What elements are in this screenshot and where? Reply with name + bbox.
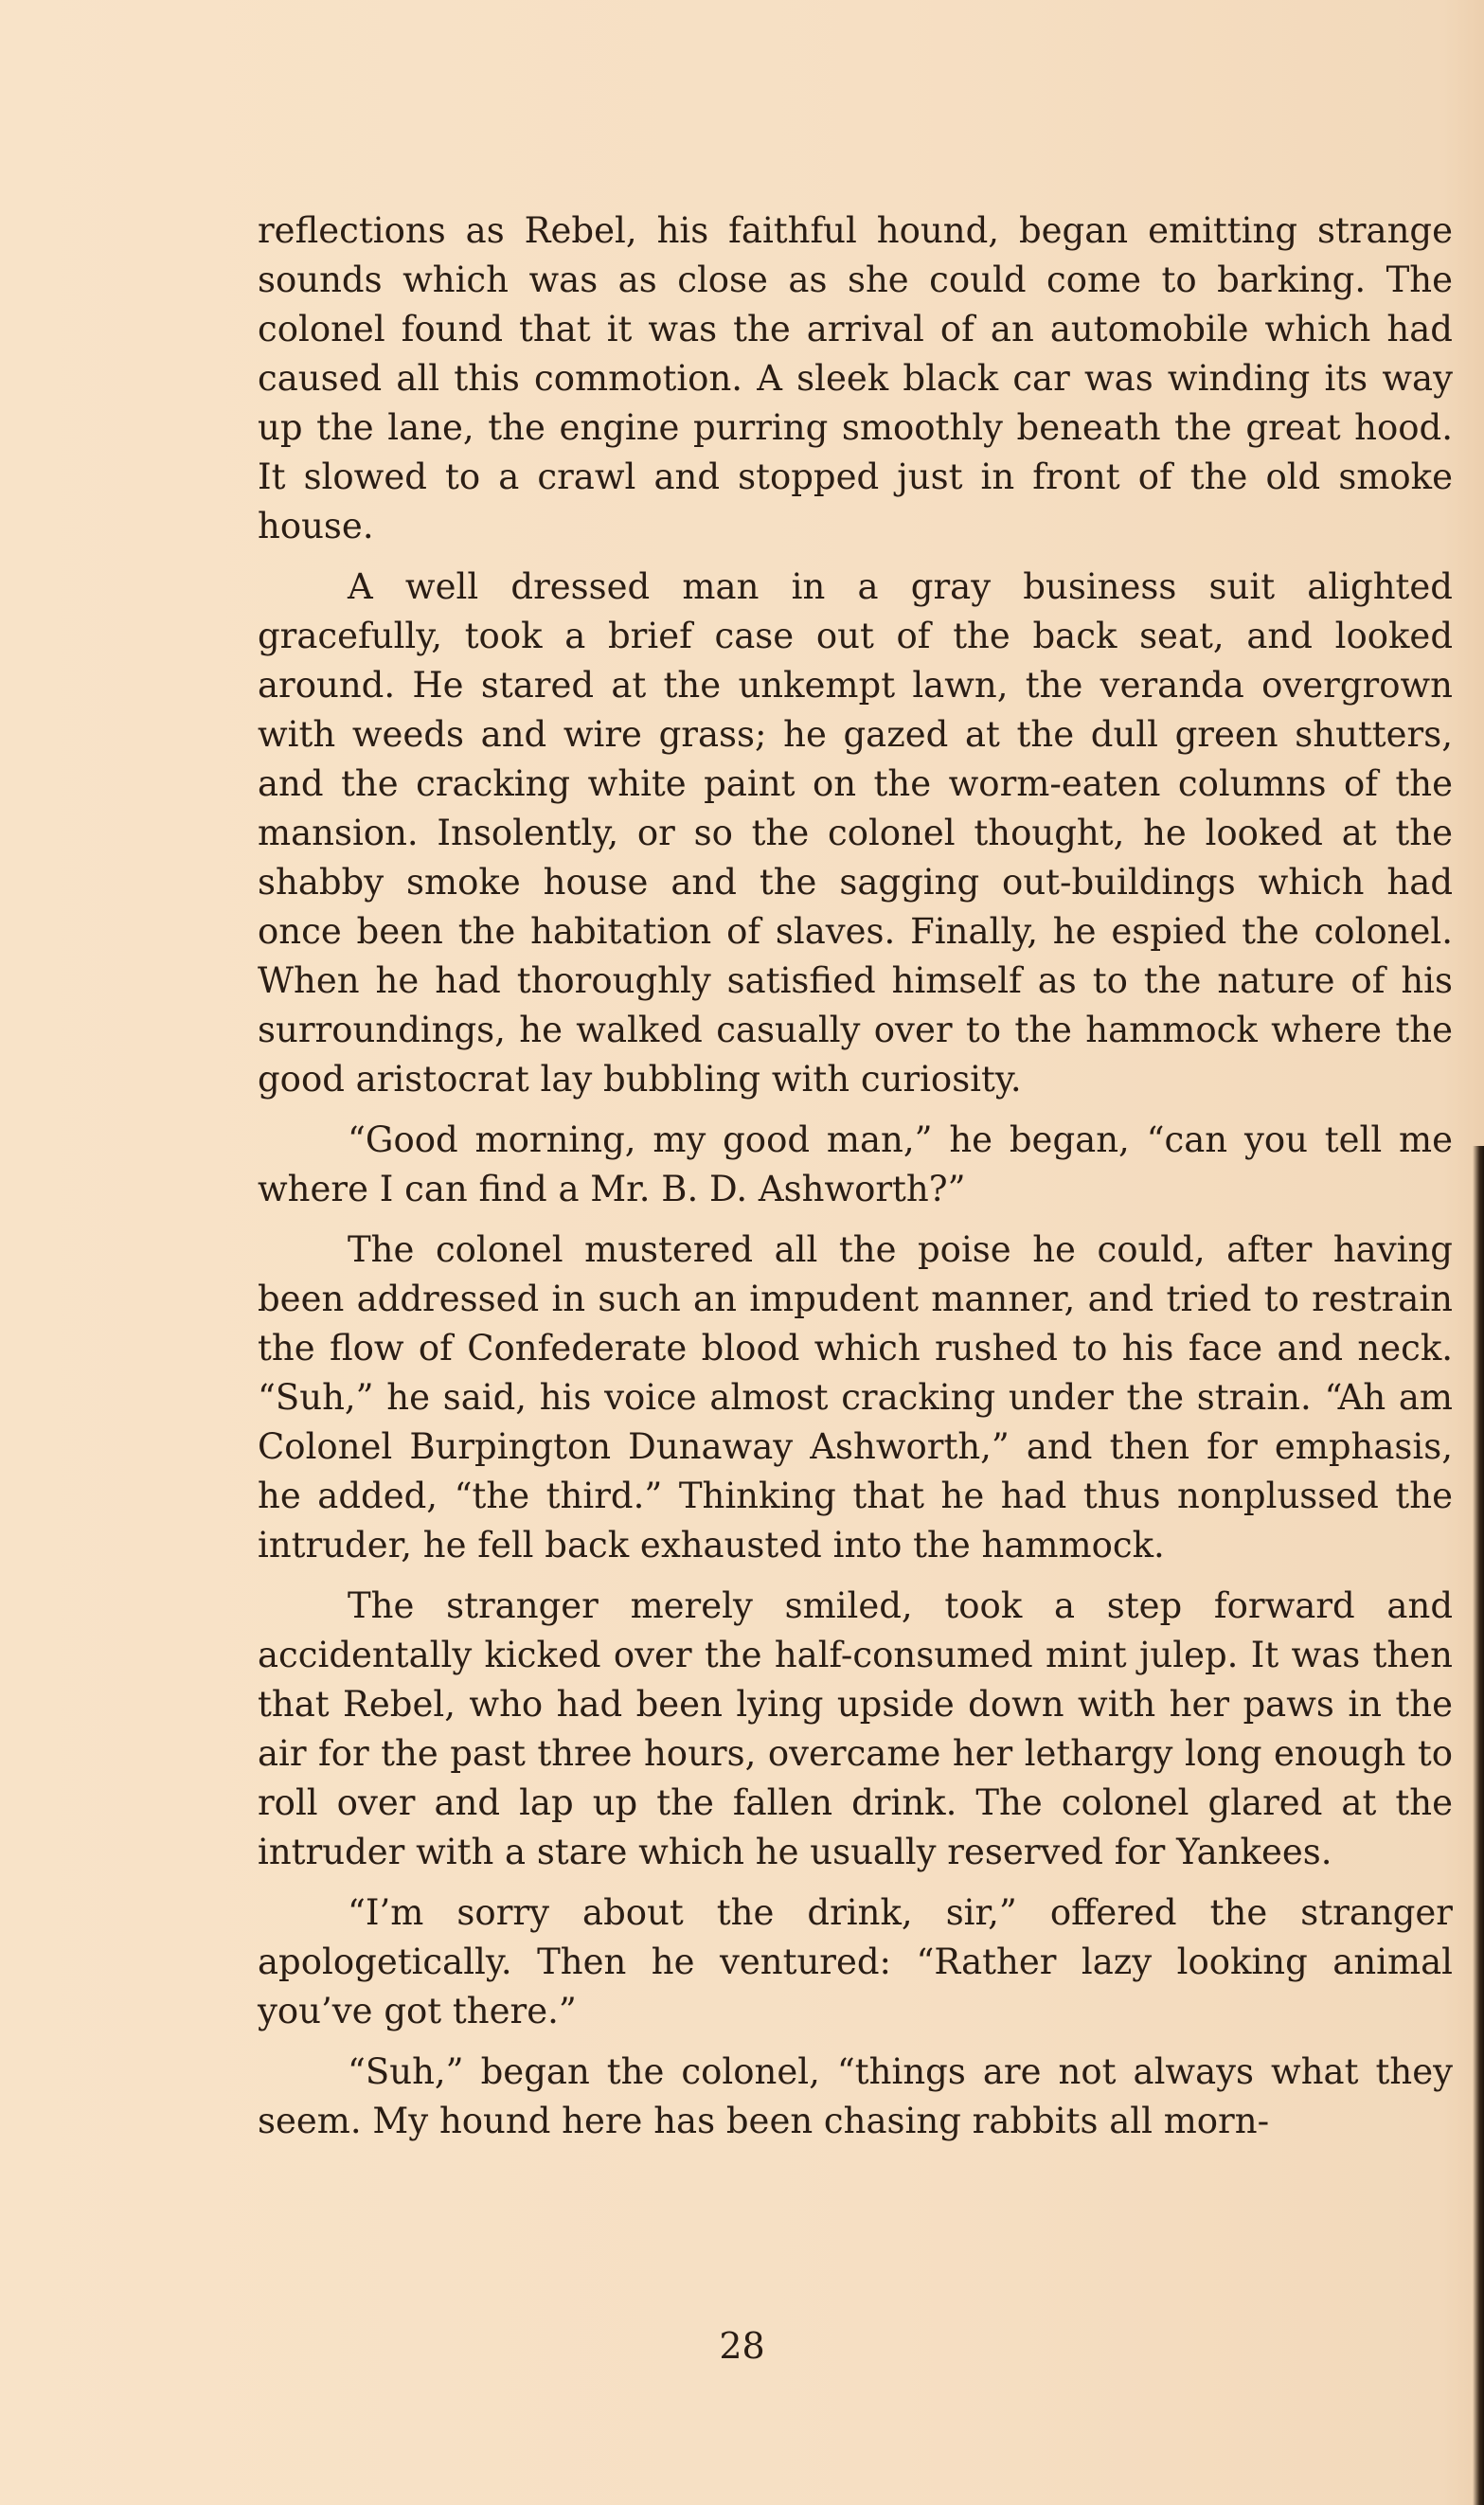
paragraph-5: The stranger merely smiled, took a step forward and accidentally kicked over the half-consumed mint julep. It was then that Rebel, who had been lying upside down with her paws in the air for the past three hours, overcame her lethargy long enough to roll over and lap up the fallen drink. The colonel glared at the intruder with a stare which he usually reserved for Yankees. [258, 1585, 1453, 1872]
paragraph-7: “Suh,” began the colonel, “things are not always what they seem. My hound here has been chasing rabbits all morn- [258, 2051, 1453, 2141]
paragraph-2: A well dressed man in a gray business suit alighted gracefully, took a brief case out of the back seat, and looked around. He stared at the unkempt lawn, the veranda overgrown with weeds and wire grass; he gazed at the dull green shutters, and the cracking white paint on the worm-eaten columns of the mansion. Insolently, or so the colonel thought, he looked at the shabby smoke house and the sagging out-buildings which had once been the habitation of slaves. Finally, he espied the colonel. When he had thoroughly satisfied himself as to the nature of his surroundings, he walked casually over to the hammock where the good aristocrat lay bubbling with curiosity. [258, 566, 1453, 1100]
page-number: 28 [719, 2325, 765, 2367]
body-text [258, 206, 1453, 2157]
paragraph-3: “Good morning, my good man,” he began, “can you tell me where I can find a Mr. B. D. Ashworth?” [258, 1119, 1453, 1209]
paragraph-4: The colonel mustered all the poise he could, after having been addressed in such an impudent manner, and tried to restrain the flow of Confederate blood which rushed to his face and neck. “Suh,” he said, his voice almost cracking under the strain. “Ah am Colonel Burpington Dunaway Ashworth,” and then for emphasis, he added, “the third.” Thinking that he had thus nonplussed the intruder, he fell back exhausted into the hammock. [258, 1229, 1453, 1566]
page-edge-shadow [1473, 1146, 1484, 2505]
paragraph-1: reflections as Rebel, his faithful hound, began emitting strange sounds which was as close as she could come to barking. The colonel found that it was the arrival of an automobile which had caused all this commotion. A sleek black car was winding its way up the lane, the engine purring smoothly beneath the great hood. It slowed to a crawl and stopped just in front of the old smoke house. [258, 210, 1453, 546]
paragraph-6: “I’m sorry about the drink, sir,” offered the stranger apologetically. Then he ventured: “Rather lazy looking animal you’ve got there.” [258, 1892, 1453, 2031]
